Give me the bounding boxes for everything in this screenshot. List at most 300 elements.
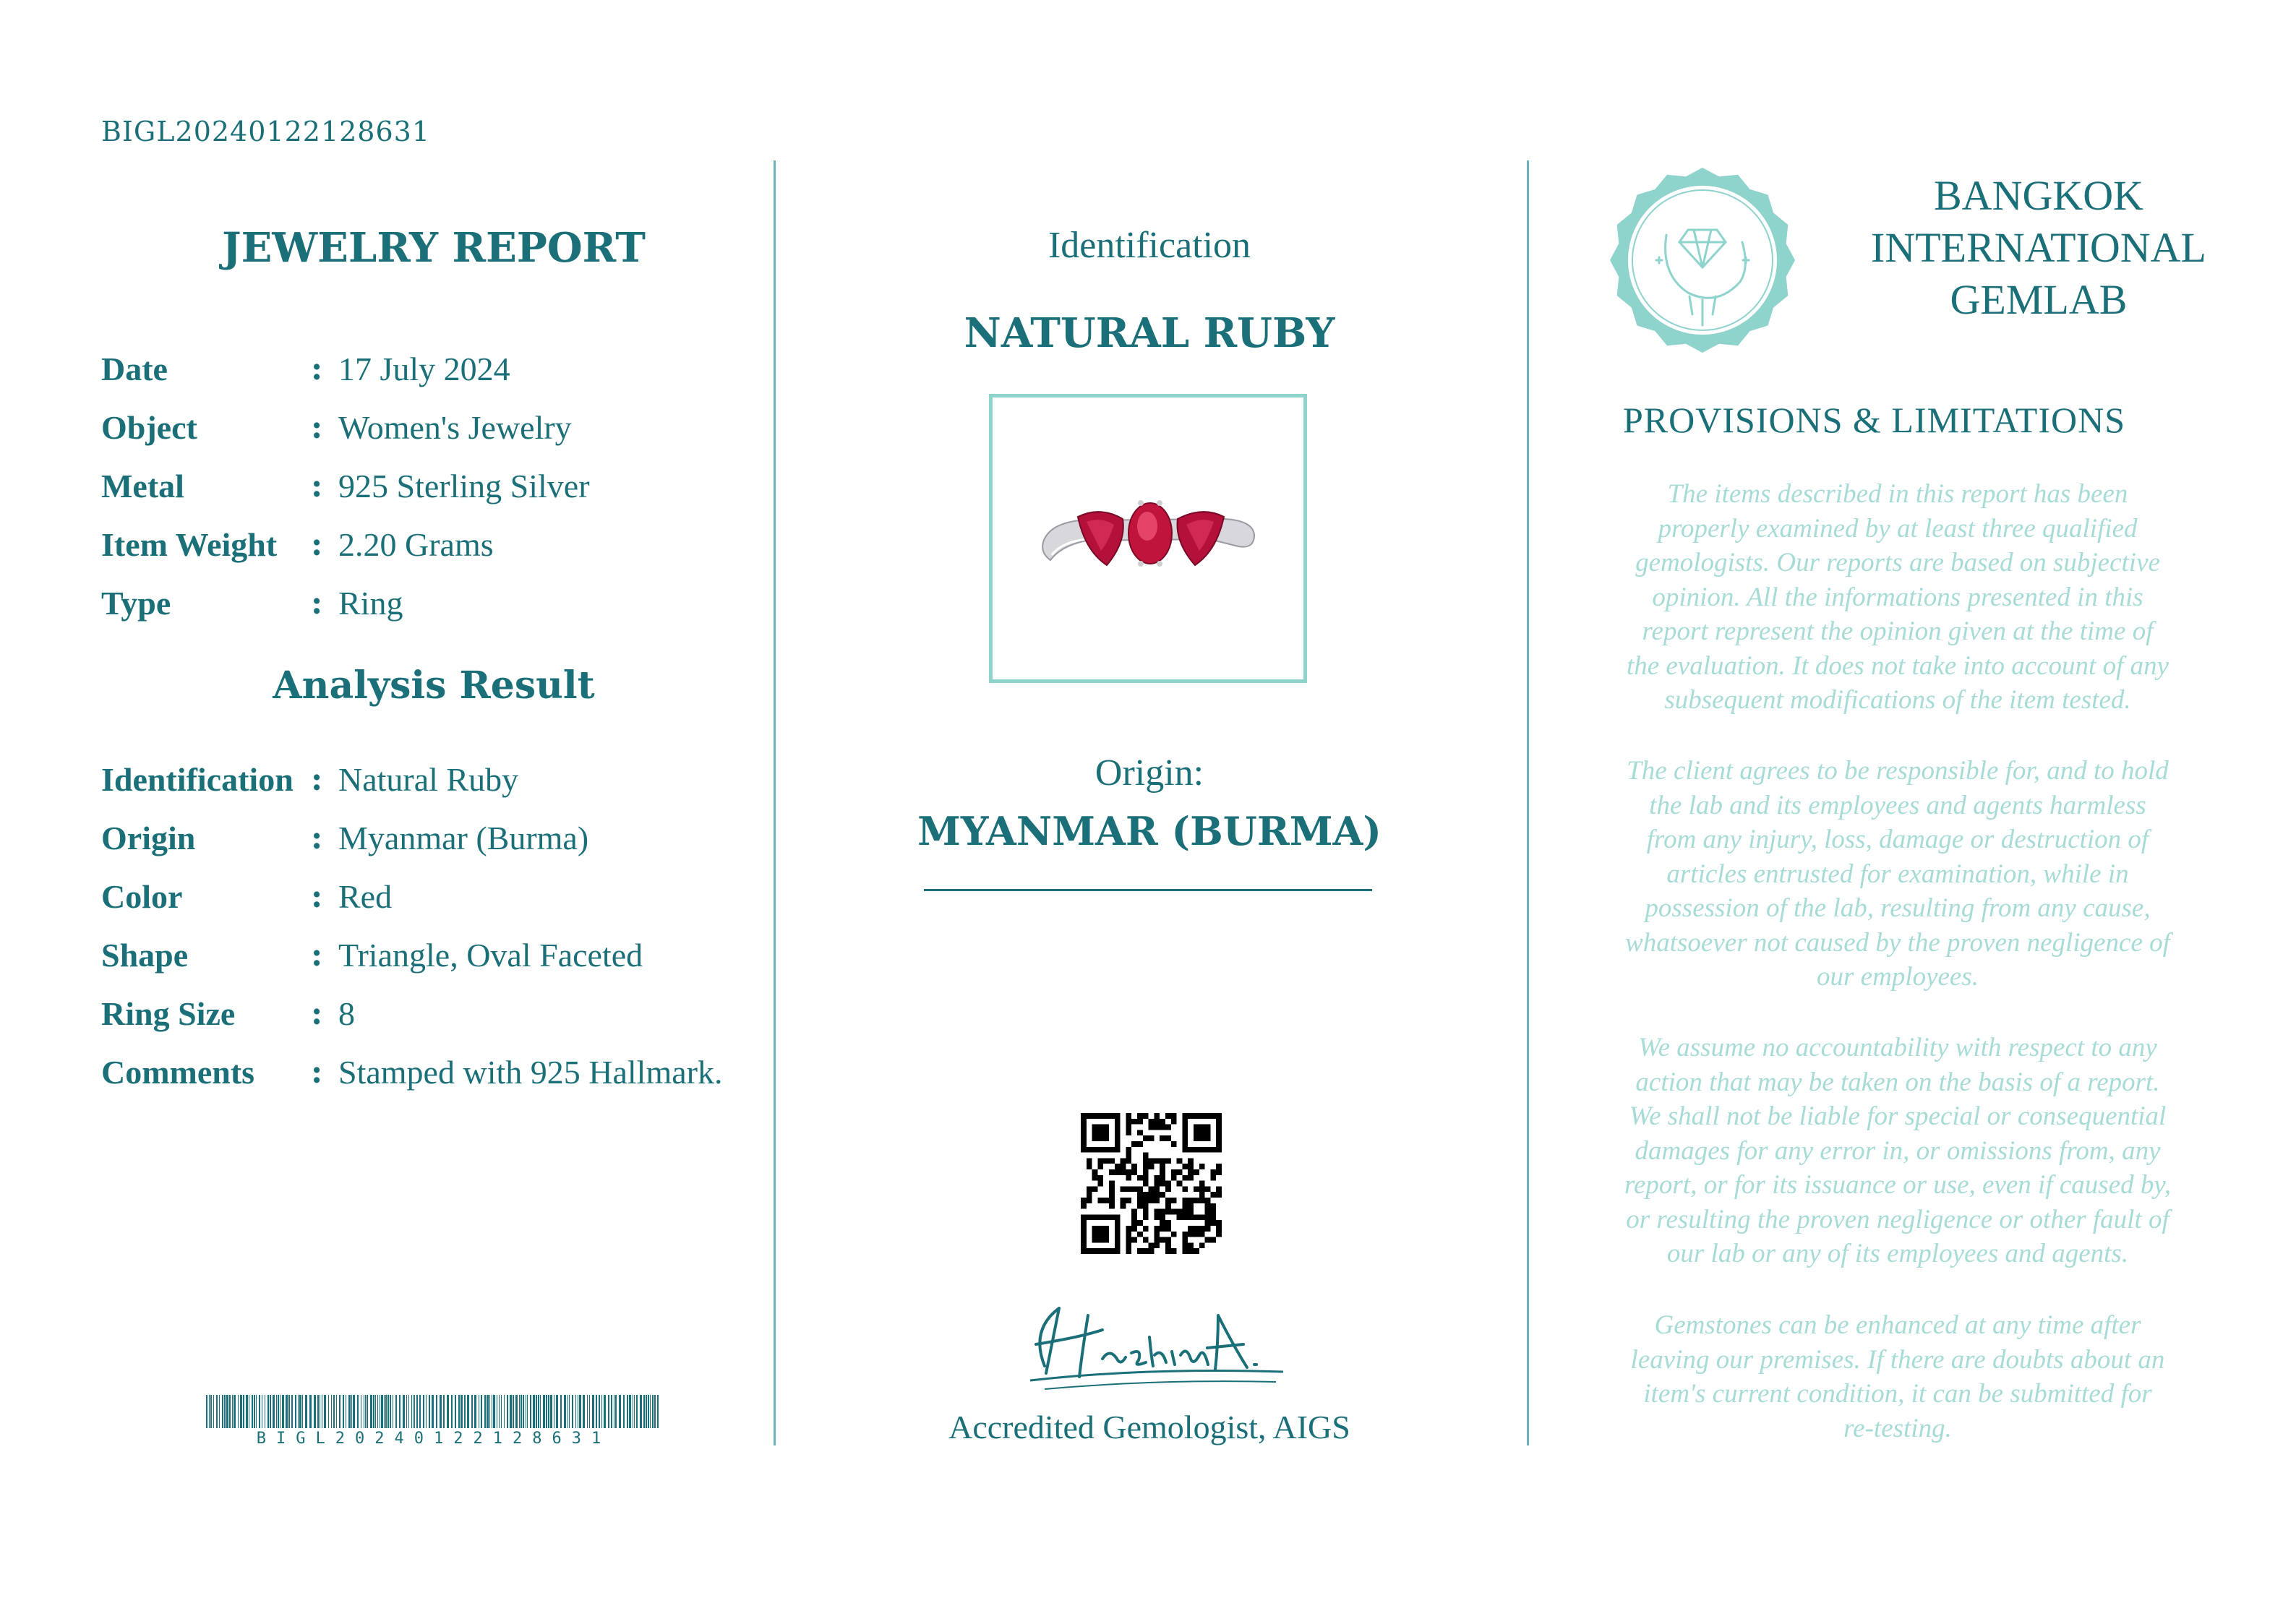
barcode-bar bbox=[648, 1395, 649, 1428]
barcode-bar bbox=[288, 1395, 290, 1428]
qr-module bbox=[1182, 1232, 1188, 1237]
qr-module bbox=[1137, 1248, 1143, 1254]
qr-module bbox=[1126, 1153, 1131, 1159]
barcode-bar bbox=[515, 1395, 518, 1428]
barcode-bar bbox=[447, 1395, 449, 1428]
barcode-bar bbox=[546, 1395, 547, 1428]
qr-module bbox=[1216, 1141, 1222, 1147]
qr-module bbox=[1143, 1113, 1149, 1119]
lab-name-line: GEMLAB bbox=[1950, 276, 2128, 323]
barcode-bar bbox=[243, 1395, 244, 1428]
gemologist-title: Accredited Gemologist, AIGS bbox=[948, 1409, 1350, 1445]
barcode-bar bbox=[234, 1395, 236, 1428]
qr-module bbox=[1092, 1226, 1098, 1232]
barcode-bar bbox=[377, 1395, 378, 1428]
qr-module bbox=[1126, 1119, 1131, 1125]
qr-module bbox=[1188, 1209, 1194, 1215]
qr-module bbox=[1210, 1175, 1216, 1181]
barcode-bar bbox=[484, 1395, 486, 1428]
provisions-line: whatsoever not caused by the proven negligence of bbox=[1625, 927, 2170, 958]
qr-module bbox=[1154, 1125, 1160, 1130]
barcode-bar bbox=[385, 1395, 387, 1428]
qr-module bbox=[1126, 1125, 1131, 1130]
qr-module bbox=[1115, 1113, 1121, 1119]
barcode-bar bbox=[499, 1395, 500, 1428]
qr-module bbox=[1081, 1226, 1087, 1232]
qr-module bbox=[1216, 1135, 1222, 1141]
barcode-bar bbox=[286, 1395, 288, 1428]
field-label: Type bbox=[101, 584, 171, 622]
qr-module bbox=[1160, 1175, 1165, 1181]
barcode-bar bbox=[560, 1395, 562, 1428]
qr-module bbox=[1126, 1237, 1131, 1243]
qr-module bbox=[1160, 1226, 1165, 1232]
qr-module bbox=[1216, 1164, 1222, 1169]
qr-module bbox=[1143, 1169, 1149, 1175]
qr-module bbox=[1199, 1125, 1205, 1130]
barcode-bar bbox=[406, 1395, 407, 1428]
qr-module bbox=[1194, 1248, 1199, 1254]
qr-module bbox=[1154, 1214, 1160, 1220]
qr-module bbox=[1137, 1220, 1143, 1226]
qr-module bbox=[1126, 1186, 1131, 1192]
qr-module bbox=[1188, 1203, 1194, 1209]
barcode-bar bbox=[276, 1395, 277, 1428]
origin-underline bbox=[924, 889, 1372, 891]
qr-module bbox=[1121, 1158, 1126, 1164]
qr-module bbox=[1182, 1214, 1188, 1220]
barcode-bar bbox=[530, 1395, 531, 1428]
field-row bbox=[101, 1047, 722, 1097]
qr-module bbox=[1194, 1135, 1199, 1141]
barcode-bar bbox=[652, 1395, 654, 1428]
barcode-bar bbox=[273, 1395, 275, 1428]
qr-module bbox=[1087, 1186, 1092, 1192]
qr-module bbox=[1097, 1232, 1103, 1237]
qr-module bbox=[1115, 1125, 1121, 1130]
barcode-bar bbox=[592, 1395, 594, 1428]
field-value: Myanmar (Burma) bbox=[338, 819, 589, 856]
field-value: Natural Ruby bbox=[338, 760, 519, 798]
barcode-bar bbox=[583, 1395, 585, 1428]
field-colon: : bbox=[311, 584, 323, 622]
qr-module bbox=[1092, 1113, 1098, 1119]
origin-label: Origin: bbox=[1095, 752, 1204, 794]
barcode-bar bbox=[357, 1395, 359, 1428]
barcode-bar bbox=[575, 1395, 576, 1428]
field-colon: : bbox=[311, 525, 323, 563]
qr-module bbox=[1143, 1164, 1149, 1169]
qr-module bbox=[1199, 1130, 1205, 1135]
barcode-bar bbox=[533, 1395, 535, 1428]
qr-module bbox=[1097, 1130, 1103, 1135]
barcode-bar bbox=[650, 1395, 651, 1428]
qr-module bbox=[1092, 1175, 1098, 1181]
qr-module bbox=[1165, 1198, 1171, 1203]
barcode-bar bbox=[443, 1395, 445, 1428]
barcode-bar bbox=[487, 1395, 489, 1428]
field-colon: : bbox=[311, 760, 323, 798]
qr-module bbox=[1092, 1135, 1098, 1141]
barcode-bar bbox=[291, 1395, 293, 1428]
qr-module bbox=[1143, 1203, 1149, 1209]
qr-module bbox=[1188, 1113, 1194, 1119]
barcode-bar bbox=[367, 1395, 368, 1428]
qr-module bbox=[1205, 1226, 1211, 1232]
barcode-bar bbox=[510, 1395, 512, 1428]
qr-module bbox=[1081, 1237, 1087, 1243]
qr-module bbox=[1182, 1141, 1188, 1147]
qr-module bbox=[1081, 1119, 1087, 1125]
qr-module bbox=[1199, 1198, 1205, 1203]
qr-module bbox=[1103, 1135, 1109, 1141]
barcode-bar bbox=[587, 1395, 588, 1428]
barcode-bar bbox=[336, 1395, 337, 1428]
qr-module bbox=[1121, 1203, 1126, 1209]
barcode-bar bbox=[353, 1395, 355, 1428]
qr-module bbox=[1126, 1242, 1131, 1248]
field-row bbox=[101, 929, 643, 980]
qr-module bbox=[1205, 1186, 1211, 1192]
field-colon: : bbox=[311, 877, 323, 915]
qr-module bbox=[1115, 1242, 1121, 1248]
provisions-paragraph bbox=[1576, 1031, 2219, 1271]
qr-module bbox=[1097, 1147, 1103, 1153]
qr-module bbox=[1165, 1186, 1171, 1192]
lab-name-line: INTERNATIONAL bbox=[1871, 224, 2206, 271]
qr-module bbox=[1188, 1214, 1194, 1220]
barcode-bar bbox=[436, 1395, 437, 1428]
qr-module bbox=[1149, 1125, 1155, 1130]
qr-module bbox=[1165, 1220, 1171, 1226]
qr-module bbox=[1199, 1164, 1205, 1169]
qr-module bbox=[1199, 1113, 1205, 1119]
barcode-bar bbox=[569, 1395, 570, 1428]
report-id: BIGL20240122128631 bbox=[101, 116, 430, 147]
qr-module bbox=[1182, 1147, 1188, 1153]
field-label: Date bbox=[101, 350, 168, 387]
barcode-bar bbox=[646, 1395, 647, 1428]
qr-module bbox=[1103, 1237, 1109, 1243]
qr-module bbox=[1097, 1226, 1103, 1232]
qr-module bbox=[1103, 1232, 1109, 1237]
qr-module bbox=[1182, 1113, 1188, 1119]
qr-module bbox=[1194, 1125, 1199, 1130]
qr-module bbox=[1160, 1169, 1165, 1175]
provisions-line: subsequent modifications of the item tested. bbox=[1664, 685, 2131, 715]
barcode-bar bbox=[270, 1395, 271, 1428]
provisions-line: damages for any error in, or omissions from, any bbox=[1635, 1135, 2161, 1166]
qr-module bbox=[1143, 1153, 1149, 1159]
barcode-bar bbox=[381, 1395, 383, 1428]
barcode-bar bbox=[222, 1395, 223, 1428]
qr-module bbox=[1087, 1198, 1092, 1203]
qr-module bbox=[1182, 1186, 1188, 1192]
qr-module bbox=[1126, 1175, 1131, 1181]
provisions-paragraph bbox=[1576, 1308, 2219, 1445]
barcode-text: BIGL20240122128631 bbox=[256, 1430, 612, 1448]
barcode-bar bbox=[451, 1395, 453, 1428]
qr-module bbox=[1115, 1214, 1121, 1220]
qr-module bbox=[1188, 1158, 1194, 1164]
barcode-bar bbox=[395, 1395, 397, 1428]
analysis-title: Analysis Result bbox=[273, 663, 595, 708]
barcode-bar bbox=[328, 1395, 329, 1428]
field-row bbox=[101, 519, 494, 570]
field-label: Origin bbox=[101, 819, 196, 856]
qr-module bbox=[1160, 1119, 1165, 1125]
barcode-bar bbox=[501, 1395, 502, 1428]
qr-module bbox=[1154, 1119, 1160, 1125]
qr-module bbox=[1210, 1220, 1216, 1226]
provisions-line: gemologists. Our reports are based on subjective bbox=[1635, 548, 2160, 577]
field-row bbox=[101, 460, 590, 511]
qr-module bbox=[1199, 1186, 1205, 1192]
qr-module bbox=[1182, 1130, 1188, 1135]
qr-module bbox=[1210, 1214, 1216, 1220]
qr-module bbox=[1097, 1175, 1103, 1181]
qr-module bbox=[1137, 1203, 1143, 1209]
qr-module bbox=[1137, 1113, 1143, 1119]
provisions-line: action that may be taken on the basis of a report. bbox=[1635, 1067, 2160, 1097]
barcode-bar bbox=[471, 1395, 473, 1428]
qr-module bbox=[1165, 1226, 1171, 1232]
provisions-line: We assume no accountability with respect to any bbox=[1638, 1033, 2157, 1062]
qr-module bbox=[1115, 1164, 1121, 1169]
provisions-title: PROVISIONS & LIMITATIONS bbox=[1623, 400, 2126, 440]
field-label: Identification bbox=[101, 760, 294, 798]
field-value: 925 Sterling Silver bbox=[338, 467, 590, 504]
barcode-bar bbox=[615, 1395, 617, 1428]
qr-module bbox=[1188, 1147, 1194, 1153]
barcode-bar bbox=[390, 1395, 391, 1428]
barcode-bar bbox=[432, 1395, 434, 1428]
qr-module bbox=[1165, 1242, 1171, 1248]
field-row bbox=[101, 988, 355, 1039]
qr-module bbox=[1109, 1198, 1115, 1203]
origin-value: MYANMAR (BURMA) bbox=[917, 808, 1382, 854]
qr-module bbox=[1081, 1135, 1087, 1141]
qr-module bbox=[1121, 1186, 1126, 1192]
qr-module bbox=[1143, 1209, 1149, 1215]
barcode-bar bbox=[601, 1395, 602, 1428]
qr-module bbox=[1210, 1237, 1216, 1243]
qr-module bbox=[1131, 1214, 1137, 1220]
field-value: Triangle, Oval Faceted bbox=[338, 936, 643, 974]
qr-module bbox=[1131, 1169, 1137, 1175]
qr-module bbox=[1216, 1186, 1222, 1192]
qr-module bbox=[1165, 1158, 1171, 1164]
barcode-bar bbox=[375, 1395, 376, 1428]
qr-module bbox=[1188, 1198, 1194, 1203]
field-label: Color bbox=[101, 877, 183, 915]
qr-module bbox=[1188, 1175, 1194, 1181]
qr-module bbox=[1154, 1237, 1160, 1243]
qr-module bbox=[1165, 1113, 1171, 1119]
qr-module bbox=[1154, 1158, 1160, 1164]
barcode-bar bbox=[527, 1395, 528, 1428]
barcode-bar bbox=[317, 1395, 319, 1428]
qr-module bbox=[1199, 1135, 1205, 1141]
qr-module bbox=[1205, 1220, 1211, 1226]
qr-module bbox=[1171, 1169, 1177, 1175]
barcode-bar bbox=[493, 1395, 495, 1428]
barcode-bar bbox=[519, 1395, 520, 1428]
qr-module bbox=[1216, 1125, 1222, 1130]
qr-module bbox=[1143, 1192, 1149, 1198]
qr-module bbox=[1115, 1141, 1121, 1147]
barcode-bar bbox=[229, 1395, 231, 1428]
qr-module bbox=[1131, 1186, 1137, 1192]
field-row bbox=[101, 577, 403, 628]
qr-module bbox=[1210, 1113, 1216, 1119]
provisions-line: re-testing. bbox=[1843, 1413, 1952, 1443]
field-colon: : bbox=[311, 467, 323, 504]
qr-module bbox=[1205, 1147, 1211, 1153]
barcode-bar bbox=[387, 1395, 389, 1428]
qr-module bbox=[1194, 1186, 1199, 1192]
barcode-bar bbox=[298, 1395, 299, 1428]
provisions-line: properly examined by at least three qualified bbox=[1658, 513, 2138, 544]
qr-module bbox=[1092, 1237, 1098, 1243]
ring-photo bbox=[993, 398, 1303, 679]
qr-module bbox=[1126, 1169, 1131, 1175]
qr-module bbox=[1137, 1198, 1143, 1203]
qr-module bbox=[1216, 1169, 1222, 1175]
provisions-line: leaving our premises. If there are doubts about an bbox=[1630, 1344, 2165, 1375]
qr-module bbox=[1194, 1232, 1199, 1237]
qr-module bbox=[1097, 1113, 1103, 1119]
qr-module bbox=[1081, 1130, 1087, 1135]
qr-module bbox=[1115, 1220, 1121, 1226]
qr-module bbox=[1177, 1181, 1183, 1187]
qr-module bbox=[1165, 1203, 1171, 1209]
qr-module bbox=[1137, 1119, 1143, 1125]
qr-module bbox=[1165, 1125, 1171, 1130]
barcode-bar bbox=[426, 1395, 427, 1428]
field-colon: : bbox=[311, 936, 323, 974]
qr-module bbox=[1097, 1181, 1103, 1187]
qr-module bbox=[1182, 1198, 1188, 1203]
barcode-bar bbox=[411, 1395, 412, 1428]
field-colon: : bbox=[311, 350, 323, 387]
barcode-bar bbox=[209, 1395, 210, 1428]
barcode-bar bbox=[640, 1395, 642, 1428]
qr-module bbox=[1087, 1147, 1092, 1153]
qr-module bbox=[1087, 1248, 1092, 1254]
qr-module bbox=[1165, 1135, 1171, 1141]
qr-module bbox=[1081, 1220, 1087, 1226]
qr-module bbox=[1160, 1135, 1165, 1141]
qr-module bbox=[1194, 1169, 1199, 1175]
qr-module bbox=[1199, 1147, 1205, 1153]
barcode-bar bbox=[259, 1395, 260, 1428]
provisions-line: Gemstones can be enhanced at any time after bbox=[1654, 1310, 2141, 1340]
qr-module bbox=[1182, 1135, 1188, 1141]
qr-module bbox=[1131, 1164, 1137, 1169]
barcode-bar bbox=[309, 1395, 312, 1428]
barcode-bar bbox=[489, 1395, 490, 1428]
qr-module bbox=[1109, 1186, 1115, 1192]
qr-module bbox=[1081, 1242, 1087, 1248]
qr-module bbox=[1131, 1226, 1137, 1232]
barcode-bar bbox=[543, 1395, 545, 1428]
qr-module bbox=[1143, 1198, 1149, 1203]
qr-module bbox=[1131, 1141, 1137, 1147]
qr-module bbox=[1103, 1248, 1109, 1254]
field-label: Shape bbox=[101, 936, 189, 974]
qr-module bbox=[1121, 1169, 1126, 1175]
qr-module bbox=[1092, 1186, 1098, 1192]
barcode-bar bbox=[419, 1395, 421, 1428]
qr-module bbox=[1205, 1130, 1211, 1135]
barcode-bar bbox=[399, 1395, 400, 1428]
provisions-line: report represent the opinion given at the time of bbox=[1642, 616, 2154, 646]
qr-module bbox=[1143, 1237, 1149, 1243]
qr-module bbox=[1137, 1175, 1143, 1181]
qr-module bbox=[1126, 1226, 1131, 1232]
barcode-bar bbox=[333, 1395, 335, 1428]
qr-module bbox=[1087, 1164, 1092, 1169]
barcode-bar bbox=[348, 1395, 351, 1428]
qr-module bbox=[1216, 1147, 1222, 1153]
barcode-bar bbox=[464, 1395, 466, 1428]
qr-module bbox=[1154, 1113, 1160, 1119]
barcode-bar bbox=[302, 1395, 303, 1428]
qr-module bbox=[1087, 1113, 1092, 1119]
qr-module bbox=[1177, 1169, 1183, 1175]
qr-module bbox=[1210, 1209, 1216, 1215]
barcode-bar bbox=[548, 1395, 549, 1428]
qr-module bbox=[1199, 1226, 1205, 1232]
qr-module bbox=[1177, 1158, 1183, 1164]
qr-module bbox=[1171, 1232, 1177, 1237]
lab-name bbox=[1836, 170, 2241, 326]
barcode-bar bbox=[282, 1395, 284, 1428]
barcode-bar bbox=[305, 1395, 307, 1428]
barcode-bar bbox=[414, 1395, 415, 1428]
qr-module bbox=[1194, 1198, 1199, 1203]
qr-module bbox=[1109, 1203, 1115, 1209]
qr-module bbox=[1087, 1214, 1092, 1220]
qr-module bbox=[1188, 1169, 1194, 1175]
field-value: 2.20 Grams bbox=[338, 525, 494, 563]
qr-module bbox=[1097, 1248, 1103, 1254]
barcode-bar bbox=[611, 1395, 612, 1428]
qr-module bbox=[1160, 1237, 1165, 1243]
qr-module bbox=[1216, 1119, 1222, 1125]
qr-module bbox=[1205, 1113, 1211, 1119]
qr-module bbox=[1103, 1226, 1109, 1232]
qr-module bbox=[1188, 1226, 1194, 1232]
qr-module bbox=[1160, 1220, 1165, 1226]
qr-module bbox=[1121, 1164, 1126, 1169]
qr-module bbox=[1126, 1232, 1131, 1237]
barcode-bar bbox=[627, 1395, 628, 1428]
qr-module bbox=[1092, 1169, 1098, 1175]
qr-module bbox=[1205, 1135, 1211, 1141]
qr-module bbox=[1081, 1203, 1087, 1209]
qr-module bbox=[1182, 1237, 1188, 1243]
field-label: Metal bbox=[101, 467, 184, 504]
qr-module bbox=[1097, 1164, 1103, 1169]
provisions-paragraph bbox=[1576, 754, 2219, 994]
qr-module bbox=[1160, 1125, 1165, 1130]
barcode-bar bbox=[252, 1395, 253, 1428]
qr-module bbox=[1137, 1130, 1143, 1135]
qr-module bbox=[1171, 1209, 1177, 1215]
qr-module bbox=[1103, 1198, 1109, 1203]
